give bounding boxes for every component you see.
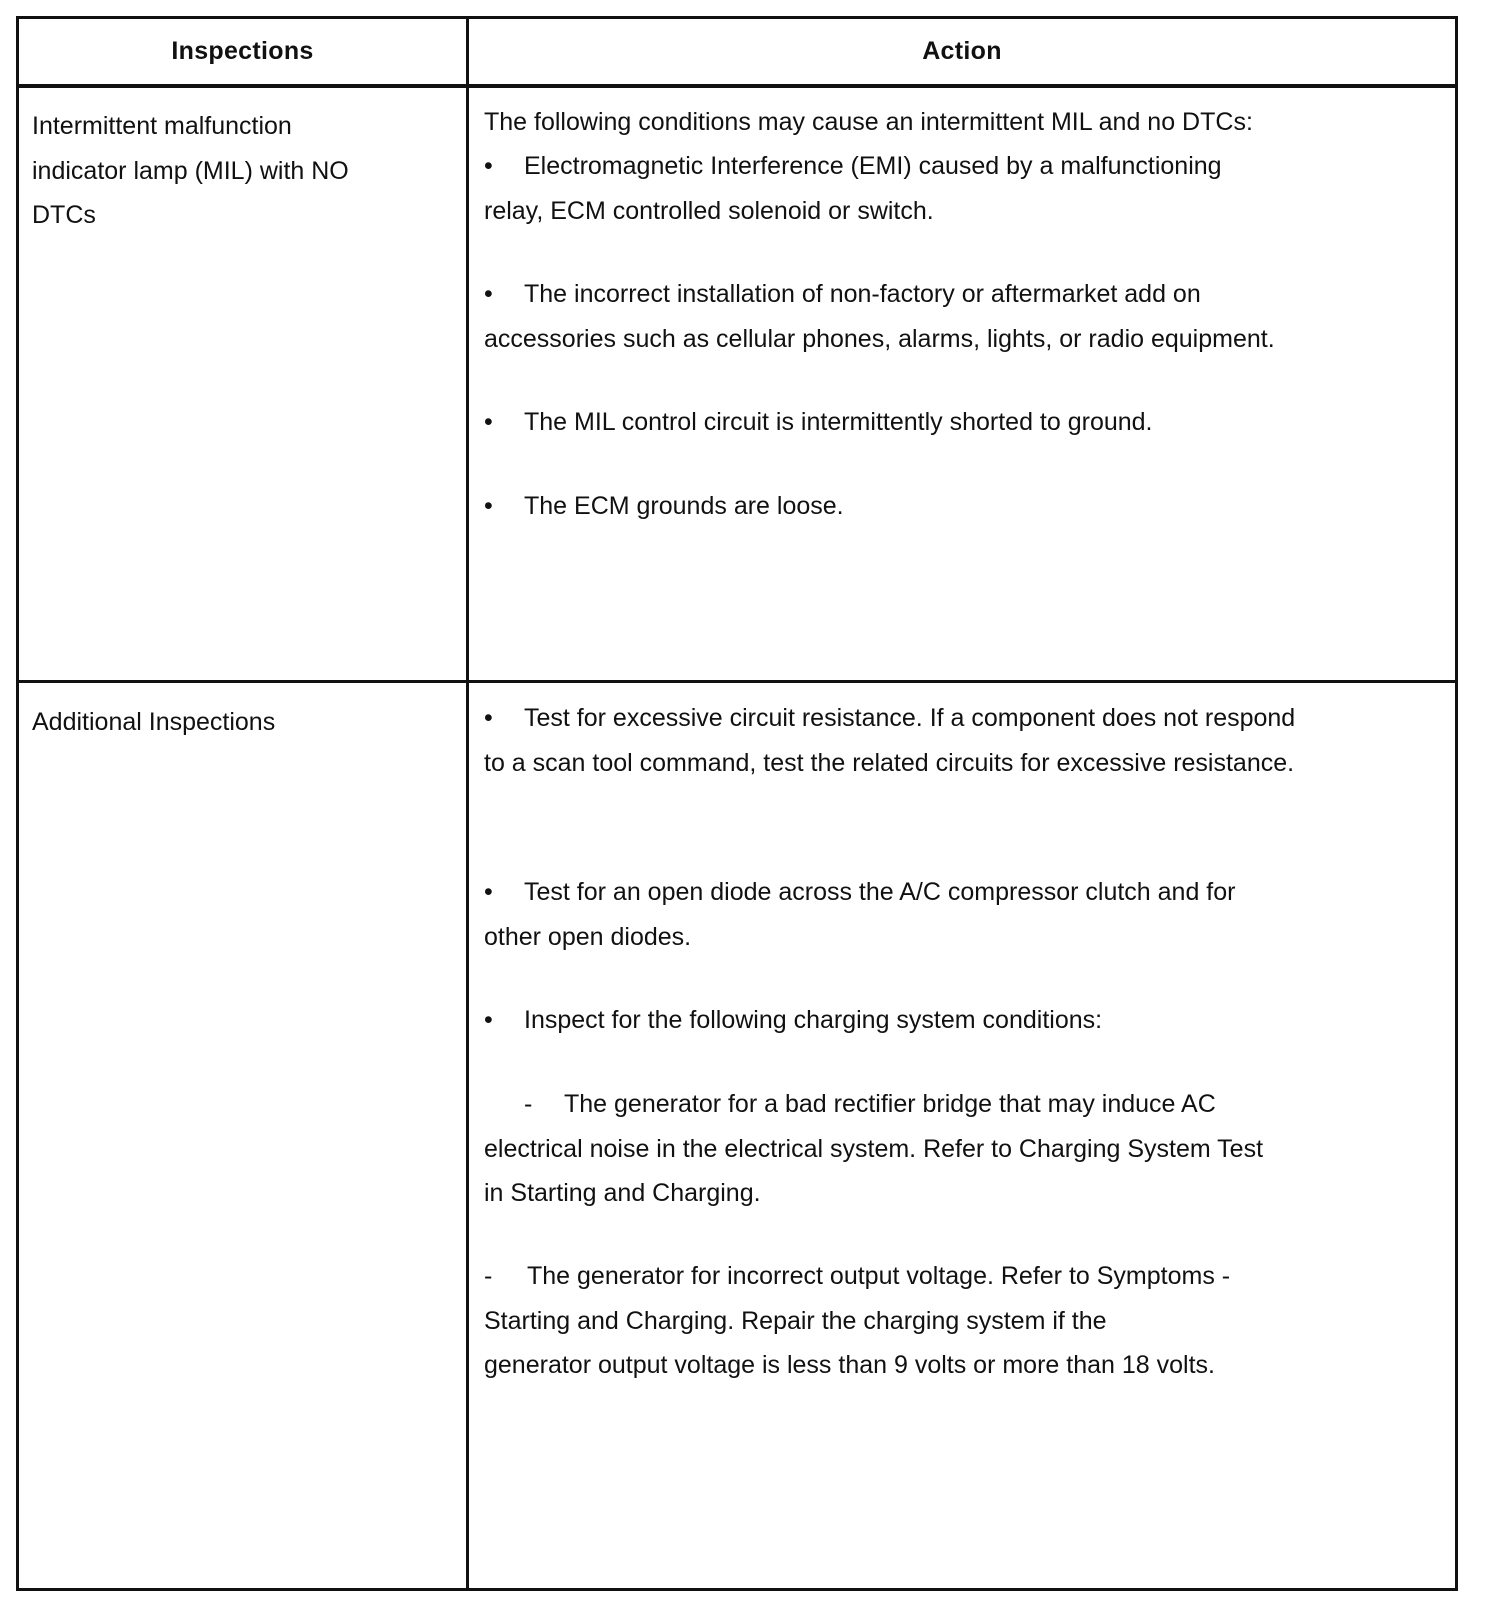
- row1-action-item: [484, 400, 1153, 445]
- action-line: The incorrect installation of non-factory or aftermarket add on: [524, 280, 1201, 308]
- row2-action-subitem: [484, 1082, 1263, 1216]
- row-divider: [16, 680, 1458, 683]
- action-line: relay, ECM controlled solenoid or switch.: [484, 196, 934, 225]
- action-line: The generator for incorrect output voltage. Refer to Symptoms -: [527, 1262, 1231, 1290]
- row1-action-item: [484, 144, 1222, 233]
- action-line: The MIL control circuit is intermittently shorted to ground.: [524, 408, 1153, 436]
- row1-action-item: [484, 272, 1275, 361]
- row2-action-subitem: [484, 1254, 1230, 1388]
- bullet-marker: •: [484, 280, 493, 308]
- action-line: The ECM grounds are loose.: [524, 492, 844, 520]
- row1-inspection-cell: [32, 104, 432, 238]
- action-line: Starting and Charging. Repair the charging system if the: [484, 1306, 1107, 1335]
- action-line: The generator for a bad rectifier bridge that may induce AC: [564, 1090, 1216, 1118]
- row1-inspection-line: DTCs: [32, 201, 96, 229]
- row1-action-item: [484, 484, 844, 529]
- bullet-marker: •: [484, 704, 493, 732]
- action-line: generator output voltage is less than 9 volts or more than 18 volts.: [484, 1351, 1215, 1379]
- action-line: Test for an open diode across the A/C compressor clutch and for: [524, 878, 1236, 906]
- row1-inspection-line: indicator lamp (MIL) with NO: [32, 156, 349, 185]
- bullet-marker: •: [484, 1006, 493, 1034]
- action-line: Electromagnetic Interference (EMI) caused by a malfunctioning: [524, 152, 1222, 180]
- row1-inspection-line: Intermittent malfunction: [32, 112, 292, 140]
- row2-inspection-cell: [32, 700, 432, 745]
- dash-marker: -: [484, 1262, 493, 1290]
- action-line: other open diodes.: [484, 922, 692, 951]
- column-header-action: Action: [922, 37, 1002, 65]
- action-line: in Starting and Charging.: [484, 1179, 761, 1207]
- action-line: Inspect for the following charging system conditions:: [524, 1006, 1103, 1034]
- row2-action-item: [484, 998, 1102, 1043]
- column-divider: [466, 16, 469, 1591]
- row1-action-intro: The following conditions may cause an intermittent MIL and no DTCs:: [484, 108, 1253, 136]
- action-line: accessories such as cellular phones, alarms, lights, or radio equipment.: [484, 324, 1275, 353]
- action-line: electrical noise in the electrical system. Refer to Charging System Test: [484, 1134, 1264, 1163]
- action-line: Test for excessive circuit resistance. If a component does not respond: [524, 704, 1296, 732]
- bullet-marker: •: [484, 408, 493, 436]
- header-divider: [16, 84, 1458, 88]
- bullet-marker: •: [484, 492, 493, 520]
- row2-action-item: [484, 696, 1295, 785]
- bullet-marker: •: [484, 878, 493, 906]
- dash-marker: -: [524, 1090, 533, 1118]
- action-line: to a scan tool command, test the related circuits for excessive resistance.: [484, 748, 1295, 777]
- bullet-marker: •: [484, 152, 493, 180]
- row2-inspection-line: Additional Inspections: [32, 708, 276, 736]
- column-header-inspections: Inspections: [171, 37, 314, 65]
- row2-action-item: [484, 870, 1236, 959]
